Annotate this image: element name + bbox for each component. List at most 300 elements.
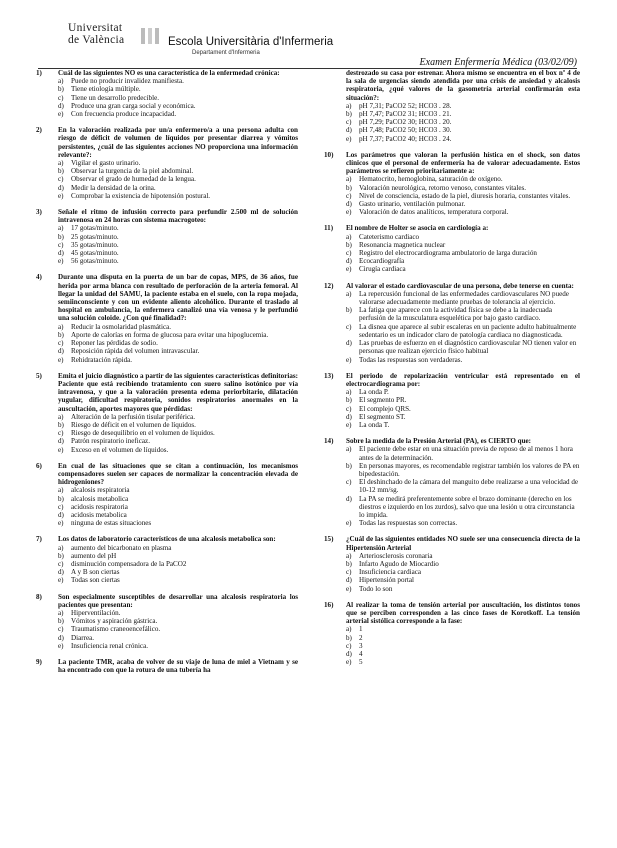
question-number: 5) xyxy=(36,371,42,380)
question-10 xyxy=(324,151,580,217)
question-stem: En la valoración realizada por un/a enfermero/a a una persona adulta con riesgo de déficit de volumen de líquidos por presentar diarrea y vómitos persistentes, ¿cuál de las siguientes acciones NO proporciona una información relevante?: xyxy=(58,126,298,159)
answer-option xyxy=(346,175,580,183)
option-letter: b) xyxy=(58,167,64,176)
option-text: Riesgo de déficit en el volumen de líquidos. xyxy=(71,420,196,429)
option-letter: d) xyxy=(58,437,64,446)
university-crest-icon xyxy=(139,26,161,46)
answer-option xyxy=(346,323,580,339)
option-letter: c) xyxy=(346,568,352,577)
answer-option xyxy=(58,175,298,183)
option-letter: b) xyxy=(58,617,64,626)
option-text: Cateterismo cardiaco xyxy=(359,232,420,241)
question-7 xyxy=(36,535,298,584)
option-text: acidosis respiratoria xyxy=(71,502,128,511)
option-letter: c) xyxy=(58,175,64,184)
option-text: Aporte de calorías en forma de glucosa para evitar una hipoglucemia. xyxy=(71,330,269,339)
answer-option xyxy=(346,200,580,208)
exam-title: Examen Enfermería Médica (03/02/09) xyxy=(419,57,577,68)
option-text: Todas las respuestas son correctas. xyxy=(359,519,458,528)
option-text: Riesgo de desequilibrio en el volumen de líquidos. xyxy=(71,429,215,438)
option-letter: b) xyxy=(346,183,352,192)
answer-option xyxy=(58,257,298,265)
option-letter: b) xyxy=(346,559,352,568)
question-stem: La paciente TMR, acaba de volver de su viaje de luna de miel a Vietnam y se ha encontrado con que la rotura de una tubería ha xyxy=(58,658,298,675)
option-letter: a) xyxy=(346,625,352,634)
option-text: 3 xyxy=(359,641,363,650)
answer-option xyxy=(58,609,298,617)
option-letter: a) xyxy=(58,543,64,552)
answer-option xyxy=(346,257,580,265)
answer-option xyxy=(58,544,298,552)
question-15 xyxy=(324,535,580,592)
answer-option xyxy=(58,617,298,625)
question-stem: ¿Cuál de las siguientes entidades NO suele ser una consecuencia directa de la Hipertensión Arterial xyxy=(346,535,580,552)
answer-option xyxy=(58,576,298,584)
answer-option xyxy=(58,495,298,503)
answer-option xyxy=(346,625,580,633)
answer-option xyxy=(346,241,580,249)
option-text: aumento del bicarbonato en plasma xyxy=(71,543,172,552)
option-text: Reducir la osmolaridad plasmática. xyxy=(71,322,172,331)
option-text: alcalosis respiratoria xyxy=(71,486,130,495)
question-13 xyxy=(324,372,580,429)
option-text: Infarto Agudo de Miocardio xyxy=(359,559,439,568)
option-letter: a) xyxy=(346,175,352,184)
option-text: La onda P. xyxy=(359,388,389,397)
option-text: El complejo QRS. xyxy=(359,404,411,413)
answer-option xyxy=(346,192,580,200)
option-text: El deshinchado de la cámara del manguito debe realizarse a una velocidad de 10-12 mm/sg. xyxy=(359,478,579,495)
question-number: 3) xyxy=(36,208,42,217)
option-text: pH 7,47; PaCO2 31; HCO3 . 21. xyxy=(359,110,452,119)
option-letter: d) xyxy=(58,249,64,258)
option-letter: c) xyxy=(58,625,64,634)
answer-option xyxy=(346,634,580,642)
option-text: Patrón respiratorio ineficaz. xyxy=(71,437,150,446)
option-letter: b) xyxy=(58,420,64,429)
question-stem: Cuál de las siguientes NO es una característica de la enfermedad crónica: xyxy=(58,69,280,77)
answer-option xyxy=(346,118,580,126)
answer-option xyxy=(346,478,580,494)
option-text: pH 7,31; PaCO2 52; HCO3 . 28. xyxy=(359,101,452,110)
option-text: Exceso en el volumen de líquidos. xyxy=(71,445,169,454)
answer-option xyxy=(58,634,298,642)
option-text: alcalosis metabolica xyxy=(71,494,129,503)
option-letter: a) xyxy=(346,289,352,298)
option-letter: e) xyxy=(58,110,64,119)
question-stem: Al valorar el estado cardiovascular de una persona, debe tenerse en cuenta: xyxy=(346,281,574,290)
option-text: Comprobar la existencia de hipotensión postural. xyxy=(71,191,211,200)
option-text: acidosis metabolica xyxy=(71,510,127,519)
option-text: El paciente debe estar en una situación previa de reposo de al menos 1 hora antes de la determinación. xyxy=(359,445,573,462)
option-text: 35 gotas/minuto. xyxy=(71,240,119,249)
option-text: Tiene etiología múltiple. xyxy=(71,85,141,94)
answer-option xyxy=(346,576,580,584)
answer-option xyxy=(58,331,298,339)
option-letter: b) xyxy=(58,494,64,503)
option-text: 1 xyxy=(359,625,363,634)
option-letter: a) xyxy=(58,412,64,421)
answer-option xyxy=(346,405,580,413)
answer-option xyxy=(346,102,580,110)
option-letter: c) xyxy=(346,118,352,127)
answer-option xyxy=(346,650,580,658)
option-letter: c) xyxy=(346,322,352,331)
option-text: ninguna de estas situaciones xyxy=(71,519,152,528)
question-number: 7) xyxy=(36,535,42,544)
option-text: Registro del electrocardiograma ambulatorio de larga duración xyxy=(359,249,537,258)
university-name xyxy=(68,22,124,46)
option-text: 2 xyxy=(359,633,363,642)
option-letter: a) xyxy=(58,224,64,233)
question-number: 16) xyxy=(324,600,334,609)
answer-option xyxy=(58,446,298,454)
question-16 xyxy=(324,601,580,667)
right-column xyxy=(324,69,580,674)
question-number: 4) xyxy=(36,273,42,282)
option-letter: d) xyxy=(346,576,352,585)
answer-option xyxy=(346,396,580,404)
option-text: El segmento PR. xyxy=(359,396,407,405)
university-line-2: de València xyxy=(68,34,125,46)
answer-option xyxy=(346,462,580,478)
option-letter: c) xyxy=(58,429,64,438)
question-stem: Al realizar la toma de tensión arterial por auscultación, los distintos tonos que se perciben corresponden a las cinco fases de Korotkoff. La tensión arterial sistólica corresponde a la fase: xyxy=(346,600,580,626)
answer-option xyxy=(346,552,580,560)
answer-option xyxy=(58,241,298,249)
option-text: Ecocardiografía xyxy=(359,257,405,266)
answer-option xyxy=(346,568,580,576)
question-6 xyxy=(36,462,298,528)
option-letter: c) xyxy=(58,93,64,102)
option-letter: e) xyxy=(346,519,352,528)
answer-option xyxy=(346,339,580,355)
option-text: Todo lo son xyxy=(359,584,393,593)
school-department: Departament d'Infermeria xyxy=(192,50,260,56)
option-text: Hiperventilación. xyxy=(71,608,121,617)
option-text: Tiene un desarrollo predecible. xyxy=(71,93,159,102)
option-letter: d) xyxy=(58,347,64,356)
question-number: 10) xyxy=(324,150,334,159)
option-letter: e) xyxy=(346,584,352,593)
question-stem: El periodo de repolarización ventricular está representado en el electrocardiograma por: xyxy=(346,371,580,388)
answer-option xyxy=(346,495,580,520)
option-text: Observar el grado de humedad de la lengua. xyxy=(71,175,196,184)
option-letter: a) xyxy=(58,77,64,86)
question-2 xyxy=(36,126,298,200)
question-stem: Señale el ritmo de infusión correcto para perfundir 2.500 ml de solución intravenosa en 24 horas con sistema macrogoteo: xyxy=(58,208,298,225)
answer-option xyxy=(58,167,298,175)
option-letter: c) xyxy=(346,641,352,650)
option-text: Puede no producir invalidez manifiesta. xyxy=(71,77,184,86)
option-letter: b) xyxy=(346,396,352,405)
option-letter: a) xyxy=(346,551,352,560)
option-text: La fatiga que aparece con la actividad física se debe a la inadecuada perfusión de la musculatura esquelética por bajo gasto cardiaco. xyxy=(359,306,552,323)
question-stem: Los parámetros que valoran la perfusión hística en el shock, son datos clínicos que el personal de enfermería ha de valorar adecuadamente. Estos parámetros se refieren prioritariamente a: xyxy=(346,150,580,176)
option-text: Nivel de consciencia, estado de la piel, diuresis horaria, constantes vitales. xyxy=(359,191,571,200)
option-text: aumento del pH xyxy=(71,551,117,560)
option-letter: d) xyxy=(58,101,64,110)
option-letter: b) xyxy=(346,110,352,119)
option-letter: d) xyxy=(346,412,352,421)
option-text: Arteriosclerosis coronaria xyxy=(359,551,433,560)
option-letter: c) xyxy=(58,339,64,348)
question-9-continuation xyxy=(324,69,580,143)
answer-option xyxy=(58,347,298,355)
answer-option xyxy=(346,560,580,568)
answer-option xyxy=(58,429,298,437)
option-letter: e) xyxy=(346,265,352,274)
option-letter: e) xyxy=(58,641,64,650)
option-text: 25 gotas/minuto. xyxy=(71,232,119,241)
question-number: 9) xyxy=(36,658,42,666)
option-letter: b) xyxy=(58,551,64,560)
answer-option xyxy=(346,585,580,593)
answer-option xyxy=(346,306,580,322)
option-letter: a) xyxy=(346,445,352,454)
answer-option xyxy=(346,135,580,143)
option-letter: a) xyxy=(58,608,64,617)
question-9 xyxy=(36,658,298,674)
option-text: Hematocrito, hemoglobina, saturación de oxígeno. xyxy=(359,175,503,184)
answer-option xyxy=(346,519,580,527)
answer-option xyxy=(346,126,580,134)
answer-option xyxy=(58,437,298,445)
answer-option xyxy=(58,552,298,560)
option-text: Insuficiencia renal crónica. xyxy=(71,641,149,650)
question-number: 8) xyxy=(36,592,42,601)
option-letter: d) xyxy=(346,126,352,135)
answer-option xyxy=(58,85,298,93)
answer-option xyxy=(58,110,298,118)
option-letter: b) xyxy=(58,85,64,94)
option-text: Con frecuencia produce incapacidad. xyxy=(71,110,177,119)
answer-option xyxy=(346,110,580,118)
answer-option xyxy=(58,233,298,241)
answer-option xyxy=(58,102,298,110)
option-text: Vómitos y aspiración gástrica. xyxy=(71,617,158,626)
answer-option xyxy=(58,625,298,633)
option-letter: c) xyxy=(346,478,352,487)
question-11 xyxy=(324,224,580,273)
question-4 xyxy=(36,273,298,363)
question-14 xyxy=(324,437,580,527)
option-letter: b) xyxy=(346,306,352,315)
option-letter: e) xyxy=(58,576,64,585)
answer-option xyxy=(58,503,298,511)
option-letter: a) xyxy=(58,322,64,331)
option-text: Observar la turgencia de la piel abdominal. xyxy=(71,167,194,176)
option-letter: a) xyxy=(346,388,352,397)
option-text: Rehidratación rápida. xyxy=(71,355,133,364)
option-text: pH 7,48; PaCO2 50; HCO3 . 30. xyxy=(359,126,452,135)
answer-option xyxy=(58,159,298,167)
option-text: A y B son ciertas xyxy=(71,568,120,577)
option-letter: e) xyxy=(58,355,64,364)
answer-option xyxy=(58,519,298,527)
question-number: 14) xyxy=(324,437,334,446)
option-letter: d) xyxy=(58,510,64,519)
answer-option xyxy=(346,208,580,216)
answer-option xyxy=(58,224,298,232)
option-text: Hipertensión portal xyxy=(359,576,414,585)
question-stem: Sobre la medida de la Presión Arterial (PA), es CIERTO que: xyxy=(346,437,532,446)
option-letter: a) xyxy=(58,486,64,495)
question-number: 6) xyxy=(36,461,42,470)
answer-option xyxy=(346,233,580,241)
question-stem: En cual de las situaciones que se citan a continuación, los mecanismos compensadores suelen ser capaces de normalizar la concentración elevada de hidrogeniones? xyxy=(58,461,298,487)
option-letter: c) xyxy=(58,559,64,568)
option-letter: c) xyxy=(58,240,64,249)
option-letter: e) xyxy=(58,257,64,266)
option-letter: a) xyxy=(58,159,64,168)
option-text: Todas las respuestas son verdaderas. xyxy=(359,355,463,364)
option-letter: b) xyxy=(346,633,352,642)
option-text: 45 gotas/minuto. xyxy=(71,249,119,258)
answer-option xyxy=(58,421,298,429)
answer-option xyxy=(58,94,298,102)
option-text: 17 gotas/minuto. xyxy=(71,224,119,233)
option-letter: d) xyxy=(346,200,352,209)
question-5 xyxy=(36,372,298,454)
option-letter: e) xyxy=(346,420,352,429)
left-column xyxy=(36,69,298,682)
option-letter: e) xyxy=(346,134,352,143)
answer-option xyxy=(58,249,298,257)
question-1 xyxy=(36,69,298,118)
answer-option xyxy=(346,265,580,273)
answer-option xyxy=(346,658,580,666)
option-text: disminución compensadora de la PaCO2 xyxy=(71,559,187,568)
answer-option xyxy=(58,339,298,347)
option-text: La onda T. xyxy=(359,420,390,429)
option-text: Diarrea. xyxy=(71,633,95,642)
answer-option xyxy=(58,413,298,421)
question-stem: Durante una disputa en la puerta de un bar de copas, MPS, de 36 años, fue herida por arma blanca con resultado de perforación de la arteria femoral. Al llegar la unidad del SAMU, la paciente estaba en el suelo, con la ropa mojada, semiinconsciente y con un evidente aliento alcohólico. Durante el traslado al hospital en ambulancia, la enfermera canalizó una vía venosa y le perfundió una solución coloide. ¿Con qué finalidad?: xyxy=(58,273,298,323)
option-letter: e) xyxy=(58,191,64,200)
option-text: El segmento ST. xyxy=(359,412,406,421)
option-text: Valoración de datos analíticos, temperatura corporal. xyxy=(359,208,509,217)
answer-option xyxy=(58,323,298,331)
option-text: Gasto urinario, ventilación pulmonar. xyxy=(359,200,466,209)
option-text: Reposición rápida del volumen intravascular. xyxy=(71,347,200,356)
question-number: 15) xyxy=(324,535,334,544)
option-letter: d) xyxy=(346,257,352,266)
option-text: Todas son ciertas xyxy=(71,576,120,585)
option-letter: d) xyxy=(346,494,352,503)
option-letter: d) xyxy=(58,183,64,192)
option-letter: e) xyxy=(58,519,64,528)
option-text: Traumatismo craneoencefálico. xyxy=(71,625,161,634)
option-letter: c) xyxy=(346,404,352,413)
option-text: Cirugía cardiaca xyxy=(359,265,406,274)
question-number: 1) xyxy=(36,69,42,77)
school-name: Escola Universitària d'Infermeria xyxy=(168,36,334,48)
answer-option xyxy=(58,356,298,364)
answer-option xyxy=(346,356,580,364)
option-text: Produce una gran carga social y económica. xyxy=(71,101,196,110)
option-text: La repercusión funcional de las enfermedades cardiovasculares NO puede valorarse adecuadamente mediante pruebas de tolerancia al ejercicio. xyxy=(359,289,569,307)
question-12 xyxy=(324,282,580,364)
question-number: 11) xyxy=(324,224,334,233)
answer-option xyxy=(346,184,580,192)
option-text: Alteración de la perfusión tisular periférica. xyxy=(71,412,196,421)
answer-option xyxy=(346,445,580,461)
question-number: 2) xyxy=(36,126,42,135)
option-text: Las pruebas de esfuerzo en el diagnóstico cardiovascular NO tienen valor en personas que realizan ejercicio físico habitual xyxy=(359,339,577,356)
answer-option xyxy=(58,184,298,192)
question-stem: Los datos de laboratorio característicos de una alcalosis metabolica son: xyxy=(58,535,276,544)
option-text: La disnea que aparece al subir escaleras en un paciente adulto habitualmente sedentario es un indicador claro de patología cardiaca no diagnosticada. xyxy=(359,322,577,339)
option-letter: b) xyxy=(346,461,352,470)
option-letter: c) xyxy=(58,502,64,511)
question-number: 12) xyxy=(324,281,334,290)
option-text: Resonancia magnetica nuclear xyxy=(359,240,446,249)
option-text: Medir la densidad de la orina. xyxy=(71,183,156,192)
option-text: 5 xyxy=(359,658,363,667)
option-letter: b) xyxy=(346,240,352,249)
option-text: En personas mayores, es recomendable registrar también los valores de PA en bipedestación. xyxy=(359,461,580,478)
question-stem: Son especialmente susceptibles de desarrollar una alcalosis respiratoria los pacientes que presentan: xyxy=(58,592,298,609)
answer-option xyxy=(58,192,298,200)
answer-option xyxy=(346,249,580,257)
option-text: La PA se medirá preferentemente sobre el brazo dominante (derecho en los diestros e izquierdo en los zurdos), salvo que una lesión u otra circunstancia lo impida. xyxy=(359,494,575,519)
answer-option xyxy=(58,560,298,568)
option-letter: d) xyxy=(346,339,352,348)
option-letter: c) xyxy=(346,249,352,258)
option-letter: b) xyxy=(58,330,64,339)
option-letter: d) xyxy=(346,650,352,658)
option-text: 4 xyxy=(359,650,363,658)
option-letter: d) xyxy=(58,633,64,642)
option-letter: c) xyxy=(346,191,352,200)
question-stem: El nombre de Holter se asocia en cardiología a: xyxy=(346,224,489,233)
option-text: 56 gotas/minuto. xyxy=(71,257,119,266)
page-header xyxy=(0,0,617,70)
option-text: pH 7,37; PaCO2 40; HCO3 . 24. xyxy=(359,134,452,143)
answer-option xyxy=(58,511,298,519)
option-letter: e) xyxy=(58,445,64,454)
answer-option xyxy=(346,388,580,396)
option-text: pH 7,29; PaCO2 30; HCO3 . 20. xyxy=(359,118,452,127)
answer-option xyxy=(58,77,298,85)
question-stem-continued: destrozado su casa por estrenar. Ahora mismo se encuentra en el box nº 4 de la sala de urgencias siendo atendida por una crisis de ansiedad y alcalosis respiratoria, ¿qué valores de la gasometría arterial confirmarán esta situación?: xyxy=(346,69,580,102)
answer-option xyxy=(346,290,580,306)
answer-option xyxy=(346,413,580,421)
option-text: Valoración neurológica, retorno venoso, constantes vitales. xyxy=(359,183,527,192)
option-letter: e) xyxy=(346,355,352,364)
option-letter: e) xyxy=(346,208,352,217)
option-text: Insuficiencia cardiaca xyxy=(359,568,422,577)
option-text: Vigilar el gasto urinario. xyxy=(71,159,141,168)
answer-option xyxy=(58,486,298,494)
question-stem: Emita el juicio diagnóstico a partir de las siguientes características definitorias: Paciente que está recibiendo tratamiento con suero salino isotónico por vía intravenosa, y que a la valoración presenta edema periorbitario, dilatación yugular, dificultad respiratoria, sonidos respiratorios anormales en la auscultación, aportes mayores que pérdidas: xyxy=(58,371,298,413)
option-letter: b) xyxy=(58,232,64,241)
option-letter: e) xyxy=(346,658,352,667)
answer-option xyxy=(346,421,580,429)
question-8 xyxy=(36,593,298,650)
university-line-1: Universitat xyxy=(68,22,123,34)
question-number: 13) xyxy=(324,371,334,380)
option-text: Reponer las pérdidas de sodio. xyxy=(71,339,158,348)
answer-option xyxy=(58,642,298,650)
option-letter: a) xyxy=(346,232,352,241)
question-3 xyxy=(36,208,298,265)
option-letter: a) xyxy=(346,101,352,110)
option-letter: d) xyxy=(58,568,64,577)
answer-option xyxy=(58,568,298,576)
answer-option xyxy=(346,642,580,650)
